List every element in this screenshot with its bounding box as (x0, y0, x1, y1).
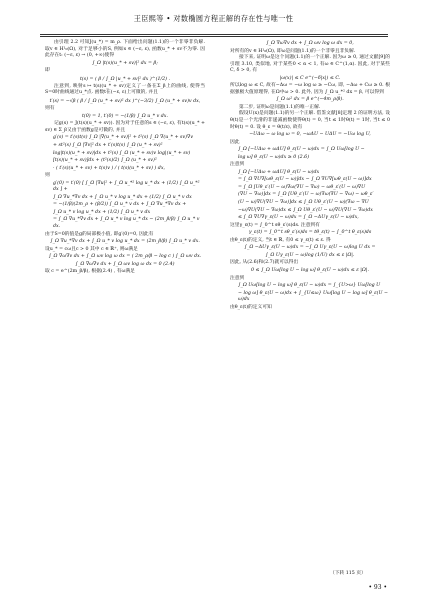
paragraph: 设u_* = cω且c > 0 其中 c ∈ ℝ⁺, 则ω满足 (45, 246, 138, 252)
equation: |ω(x)| ≤ C e^(−δ|x|) ≤ C. (279, 75, 341, 81)
paragraph: 这里γ_ε(t) = ∫_0^t sθ_ε′(s)ds. 注意到有 (230, 222, 320, 228)
equation: ∫_Ω [−UΔω + ωΔU] θ_ε(U − ω)dx (238, 169, 320, 175)
equation: ∫_Ω −ΔUγ_ε(U − ω)dx = −∫_Ω Uγ_ε(U − ω)log U dx = (244, 245, 376, 251)
paragraph: 记g(s) = J(t(s)(u_* + sv)). 因为对于任意的s ∈ (−ε, ε), 有t(s)(u_* + sv) ∈ Σ_β又由于函数g是可微的, 并且 (45, 121, 205, 133)
equation: log|t(s)(u_* + sv)|dx + t²(s) ∫_Ω (u_* + sv)v log|(u_* + sv) (53, 150, 191, 156)
equation: (U − ω)∇U(∇U − ∇ω)]dx ≤ ∫_Ω Uθ_ε′(U − ω)(∇ω − ∇U (238, 200, 369, 206)
equation: γ_ε(t) = ∫_0^t sθ_ε′(s)ds = tθ_ε(t) − ∫_0^t θ_ε(s)ds (248, 230, 372, 236)
equation: ∫_Ω [−UΔω + ωΔU] θ_ε(U − ω)dx = ∫_Ω Uω[log U − (238, 147, 365, 153)
paragraph: 假设U(x)是问题(1.1)的另一个正解. 借鉴文献[8]定理 2 的证明方法, 设θ(t)是一个光滑的非递减函数使得θ(t) = 0, 当t ≤ 1时θ(t) = 1时, 当t ≤ 0时θ(t) = 0. 设 θ_ε = θ(t/ε), 故有 (230, 111, 390, 130)
equation: ∫_Ω Uγ_ε(U − ω)log (1/U) dx ≤ ε |Ω|. (265, 252, 355, 258)
equation: −UΔω − ω log ω = 0, −ωΔU − UΔU = −Uω log U, (249, 132, 371, 138)
equation: + st²(s) ∫_Ω |∇v|² dx + t′(s)t(s) ∫_Ω (u_* + sv)² (53, 142, 163, 148)
equation: ∫_Ω |t(s)(u_* + sv)|² dx = β; (92, 60, 158, 66)
equation: = −(1/β)(2m_ρ + (β/2)) ∫_Ω u_* v dx + ∫_Ω ∇u_*∇v dx + (53, 202, 187, 208)
running-header (0, 0, 427, 28)
equation: t′(s) = −√β ( β / ∫_Ω (u_* + sv)² dx )^(−3/2) ∫_Ω (u_* + sv)v dx, (49, 99, 201, 105)
paragraph: 注意到 (230, 162, 245, 168)
paragraph: 即 (45, 68, 50, 74)
equation: g′(s) = t′(s)t(s) ∫_Ω |∇(u_* + sv)|² + t²(s) ∫_Ω ∇(u_* + sv)∇v (53, 135, 194, 141)
paragraph: 因此, 从(2.6)和(2.7)就可以得出 (230, 260, 299, 266)
equation: ∫_Ω u_* v log u_* dx + (1/2) ∫_Ω u_* v dx (53, 209, 151, 215)
continued-note: （下转 115 页） (330, 571, 366, 576)
paragraph: 注意到, 映射s ↦ t(s)(u_* + sv)定义了一条在Σ_β上的曲线, 使得当S=0时曲线通过u_*点. 函数t在(−ε, ε)上可微的, 并且 (45, 83, 205, 96)
running-header-title: 王臣熙等 • 对数椭圆方程正解的存在性与唯一性 (133, 14, 294, 23)
paragraph: 所以log ω ≤ C, 故有−Δω = −ω log ω ≥ −Cω, 即, −Δω + Cω ≥ 0. 根据强极大值原理得, 在Ω中ω > 0. 此外, 因为 ∫_Ω u_*² dx = β, 可以得到 (230, 83, 390, 95)
equation: ∫_Ω ∇ω∇v dx + ∫_Ω ωv log ω dx = 0, (266, 41, 354, 46)
equation: ∫_Ω ∇ω∇v dx + ∫_Ω ωv log ω dx = ( 2m_ρ/β − log c ) ∫_Ω ωv dx. (48, 254, 202, 260)
paragraph: 取 c = e^(2m_β/β), 根据(2.4) , 有ω满足 (45, 269, 135, 275)
equation: = ∫_Ω [Uθ_ε′(U − ω)∇ω(∇U − ∇ω) − ωθ_ε′(U − ω)∇U (238, 184, 366, 190)
equation: = ∫_Ω ∇U∇[ωθ_ε(U − ω)]dx − ∫_Ω ∇U∇[ωθ_ε(U − ω)]dx (238, 177, 372, 183)
equation: − log ω] θ_ε(U − ω)dx + ∫_{U≤ω} Uω[log U − log ω] θ_ε(U − ω)dx (238, 290, 388, 303)
page-number: • 93 • (368, 584, 387, 591)
paragraph: 对所有的v ∈ H¹₀(Ω), 即ω是问题(1.1)的一个非零且非负解. (230, 48, 356, 54)
header-rule-top (40, 34, 388, 35)
equation: t(0) = 1, t′(0) = −(1/β) ∫_Ω u_* v dx. (82, 113, 168, 119)
paragraph: 则有 (45, 106, 55, 112)
paragraph: 由θ_ε(t)的定义可知 (230, 304, 272, 310)
paragraph: 第二步, 证明ω是问题(1.1)的唯一正解. (239, 104, 321, 110)
equation: ≤ ∫_Ω ∇U∇γ_ε(U − ω)dx = ∫_Ω −ΔUγ_ε(U − ω)dx, (238, 215, 359, 221)
equation: log ω] θ_ε(U − ω)dx ≥ 0 (2.6) (238, 154, 310, 160)
equation: ∫_Ω ∇u_*∇v dx + ∫_Ω u_* v log u_* dx + (1/2) ∫_Ω u_* v dx (53, 194, 192, 200)
header-rule-bottom (40, 36, 388, 37)
paragraph: 由θ_ε(t)的定义, 当t ∈ ℝ, 有0 ≤ γ_ε(t) ≤ ε. 得 (230, 237, 331, 243)
right-column (230, 40, 390, 311)
left-column (45, 40, 205, 276)
equation: 0 ≤ ∫_Ω Uω[log U − log ω] θ_ε(U − ω)dx ≤ ε |Ω|. (251, 267, 369, 273)
paragraph: 接下来, 证明ω是这个问题(1.1)的一个正解. 因为ω ≥ 0, 通过文献[9]的引理 3.10, 类似地, 对于某些0 < α < 1, 有ω ∈ C^(1,α). 因此, 对于某些C, δ > 0, 有 (230, 55, 390, 74)
equation: ∫_Ω ∇u_*∇v dx + ∫_Ω u_* v log u_* dx = (2m_β/β) ∫_Ω u_* v dx. (50, 239, 200, 245)
equation: ∫_Ω ∇ω∇v dx + ∫_Ω ωv log ω dx = 0 (2.4) (75, 261, 175, 267)
equation: g′(0) = t′(0) [ ∫_Ω |∇u|² + ∫_Ω u_*² log u_* dx + (1/2) ∫_Ω u_*² dx ] + (53, 180, 200, 193)
equation: ∫_Ω Uω[log U − log ω] θ_ε(U − ω)dx = ∫_{U>ω} Uω[log U (238, 283, 381, 289)
equation: ∫_Ω ω² dx = β e^(−4m_ρ/β). (276, 97, 344, 103)
paragraph: 因此 (230, 139, 240, 145)
equation: (∇U − ∇ω)]dx = ∫_Ω [Uθ_ε′(U − ω)∇ω(∇U − ∇ω) − ωθ_ε′ (238, 192, 374, 198)
equation: [t(s)(u_* + sv)]dx + (t²(s)/2) ∫_Ω (u_* + sv)² (53, 158, 157, 164)
equation: t(s) = ( β / ∫_Ω |u_* + sv|² dx )^(1/2) . (79, 76, 171, 82)
equation: · ( t′(s)(u_* + sv) + t(s)v ) / ( t(s)(u_* + sv) ) dx, (53, 165, 166, 171)
paragraph: 由于S=0的值是g的局部极小值, 即g′(0)=0, 因此有 (45, 231, 154, 237)
paragraph: 则 (45, 173, 50, 179)
equation: −ω)∇U(∇U − ∇ω)dx ≤ ∫_Ω Uθ_ε′(U − ω)∇U(∇U − ∇ω)dx (238, 207, 373, 213)
paragraph: 由引理 2.2 可知J(u_*) = m_ρ. 下面给出问题(1.1)的一个非零非负解. 取v ∈ H¹₀(Ω), 对于足够小的S, 例如s ∈ (−ε, ε), 函数u_* + sv不为零. 因此存在t: (−ε, ε) → (0, +∞)使得 (45, 40, 205, 59)
equation: = ∫_Ω ∇u_*∇v dx + ∫_Ω u_* v log u_* dx − (2m_β/β) ∫_Ω u_* v dx. (53, 217, 200, 229)
paragraph: 注意到 (230, 275, 245, 281)
